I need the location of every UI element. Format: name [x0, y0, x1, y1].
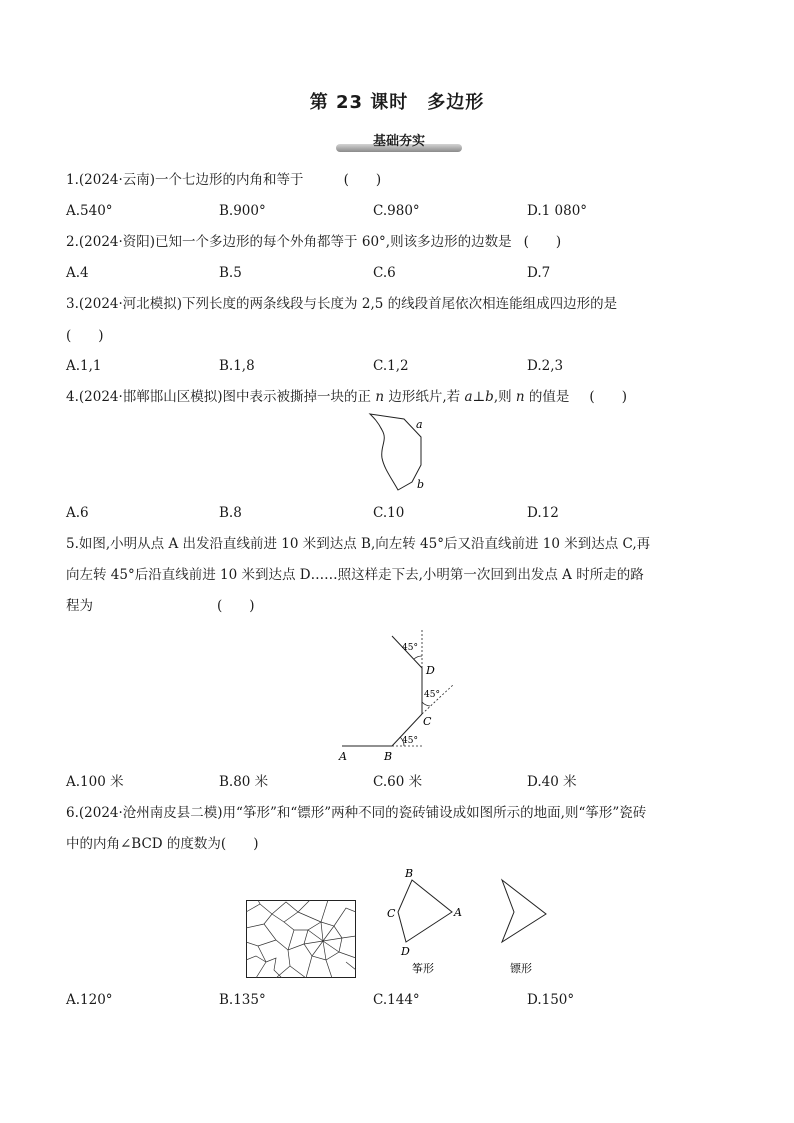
angle-arc-c — [422, 702, 430, 706]
label-b: b — [417, 478, 425, 491]
kite-shape-figure — [382, 866, 468, 976]
label-c: C — [387, 907, 396, 920]
option-b: B.8 — [219, 505, 242, 521]
option-d: D.40 米 — [527, 774, 577, 790]
label-b: B — [384, 750, 393, 763]
question-1 — [66, 171, 381, 189]
question-5-line-1: 5.如图,小明从点 A 出发沿直线前进 10 米到达点 B,向左转 45°后又沿直线前进 10 米到达点 C,再 — [66, 536, 651, 552]
angle-label-d: 45° — [402, 643, 418, 653]
option-a: A.6 — [66, 505, 89, 521]
question-4-text-part: 的值是 — [524, 389, 570, 405]
option-b: B.5 — [219, 265, 242, 281]
option-d: D.150° — [527, 992, 575, 1008]
option-c: C.1,2 — [373, 358, 409, 374]
label-d: D — [401, 945, 410, 958]
question-5-text: 程为 — [66, 598, 93, 614]
question-5-line-3 — [66, 597, 255, 615]
option-c: C.60 米 — [373, 774, 423, 790]
label-a: a — [416, 418, 423, 431]
label-a: A — [339, 750, 347, 763]
option-a: A.100 米 — [66, 774, 124, 790]
question-4-text-part: ,则 — [493, 389, 516, 405]
angle-label-c: 45° — [424, 690, 440, 700]
question-3-text: 3.(2024·河北模拟)下列长度的两条线段与长度为 2,5 的线段首尾依次相连能组成四边形的是 — [66, 296, 618, 312]
option-b: B.900° — [219, 203, 266, 219]
question-5-line-2: 向左转 45°后沿直线前进 10 米到达点 D……照这样走下去,小明第一次回到出发点 A 时所走的路 — [66, 567, 644, 583]
option-c: C.980° — [373, 203, 420, 219]
label-b: B — [405, 867, 414, 880]
dart-shape — [502, 880, 546, 942]
section-badge — [336, 130, 462, 154]
answer-bracket: ( ) — [343, 172, 382, 188]
answer-bracket: ( ) — [66, 328, 104, 344]
kite-caption: 筝形 — [412, 962, 434, 975]
page-title: 第 23 课时 多边形 — [309, 92, 485, 113]
question-6-line-2: 中的内角∠BCD 的度数为( ) — [66, 836, 259, 852]
question-6-line-1: 6.(2024·沧州南皮县二模)用“筝形”和“镖形”两种不同的瓷砖铺设成如图所示的地面,则“筝形”瓷砖 — [66, 805, 647, 821]
question-4-text-part: 4.(2024·邯郸邯山区模拟)图中表示被撕掉一块的正 — [66, 389, 376, 405]
question-4-text-part: 边形纸片,若 — [384, 389, 465, 405]
tiling-floor-figure — [246, 900, 356, 978]
option-b: B.135° — [219, 992, 266, 1008]
label-c: C — [423, 715, 432, 728]
option-d: D.12 — [527, 505, 559, 521]
answer-bracket: ( ) — [589, 389, 627, 405]
tiling-border — [247, 901, 356, 978]
option-c: C.10 — [373, 505, 405, 521]
tiling-pattern — [246, 900, 356, 978]
kite-shape — [398, 880, 452, 942]
angle-label-b: 45° — [402, 736, 418, 746]
angle-arc-d — [414, 656, 422, 659]
answer-bracket: ( ) — [523, 234, 562, 250]
answer-bracket: ( ) — [217, 598, 255, 614]
question-3-bracket-line — [66, 327, 104, 345]
option-c: C.144° — [373, 992, 420, 1008]
walking-path-figure — [330, 626, 470, 766]
torn-polygon-shape — [370, 414, 421, 490]
question-3 — [66, 295, 617, 313]
option-a: A.120° — [66, 992, 113, 1008]
torn-polygon-figure — [360, 410, 440, 496]
question-1-text: 1.(2024·云南)一个七边形的内角和等于 — [66, 172, 304, 188]
variable-n: n — [515, 389, 525, 405]
option-a: A.1,1 — [66, 358, 102, 374]
option-c: C.6 — [373, 265, 396, 281]
dart-shape-figure — [496, 874, 556, 976]
option-b: B.1,8 — [219, 358, 255, 374]
option-a: A.540° — [66, 203, 113, 219]
question-2-text: 2.(2024·资阳)已知一个多边形的每个外角都等于 60°,则该多边形的边数是 — [66, 234, 512, 250]
variable-n: n — [375, 389, 385, 405]
label-a: A — [454, 906, 462, 919]
option-d: D.1 080° — [527, 203, 588, 219]
question-4 — [66, 388, 627, 406]
section-badge-label: 基础夯实 — [372, 134, 425, 149]
question-2 — [66, 233, 561, 251]
option-a: A.4 — [66, 265, 89, 281]
label-d: D — [426, 664, 435, 677]
option-d: D.7 — [527, 265, 551, 281]
option-b: B.80 米 — [219, 774, 269, 790]
dart-caption: 镖形 — [510, 962, 532, 975]
option-d: D.2,3 — [527, 358, 564, 374]
perpendicular-expression: a⊥b — [464, 389, 494, 405]
